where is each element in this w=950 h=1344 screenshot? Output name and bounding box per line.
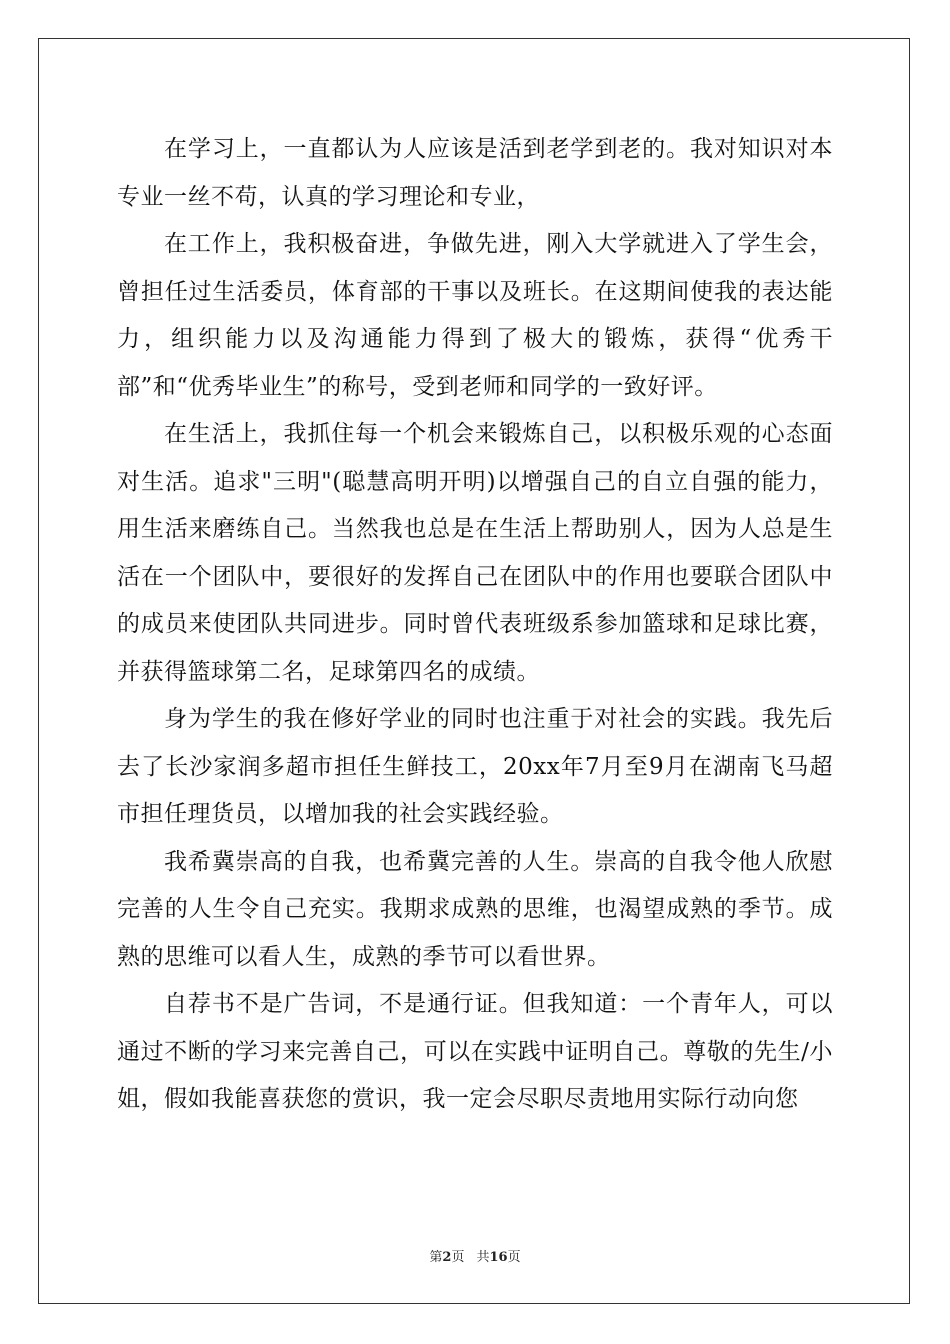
page-suffix: 页 xyxy=(451,1250,465,1265)
paragraph-aspiration: 我希冀崇高的自我，也希冀完善的人生。崇高的自我令他人欣慰完善的人生令自己充实。我期求成熟的思维，也渴望成熟的季节。成熟的思维可以看人生，成熟的季节可以看世界。 xyxy=(117,848,833,970)
total-prefix: 共 xyxy=(476,1250,490,1265)
paragraph-work: 在工作上，我积极奋进，争做先进，刚入大学就进入了学生会，曾担任过生活委员，体育部的干事以及班长。在这期间使我的表达能力，组织能力以及沟通能力得到了极大的锻炼，获得“优秀干部”和“优秀毕业生”的称号，受到老师和同学的一致好评。 xyxy=(117,231,833,400)
total-pages: 16 xyxy=(489,1250,508,1265)
paragraph-closing: 自荐书不是广告词，不是通行证。但我知道：一个青年人，可以通过不断的学习来完善自己，可以在实践中证明自己。尊敬的先生/小姐，假如我能喜获您的赏识，我一定会尽职尽责地用实际行动向您 xyxy=(117,991,833,1112)
paragraph-life: 在生活上，我抓住每一个机会来锻炼自己，以积极乐观的心态面对生活。追求"三明"(聪慧高明开明)以增强自己的自立自强的能力，用生活来磨练自己。当然我也总是在生活上帮助别人，因为人总是生活在一个团队中，要很好的发挥自己在团队中的作用也要联合团队中的成员来使团队共同进步。同时曾代表班级系参加篮球和足球比赛，并获得篮球第二名，足球第四名的成绩。 xyxy=(117,421,833,685)
paragraph-practice: 身为学生的我在修好学业的同时也注重于对社会的实践。我先后去了长沙家润多超市担任生鲜技工，20xx年7月至9月在湖南飞马超市担任理货员，以增加我的社会实践经验。 xyxy=(117,706,833,827)
total-suffix: 页 xyxy=(507,1250,521,1265)
paragraph-study: 在学习上，一直都认为人应该是活到老学到老的。我对知识对本专业一丝不苟，认真的学习理论和专业， xyxy=(117,136,833,210)
page-prefix: 第 xyxy=(429,1250,443,1265)
page-number: 2 xyxy=(442,1250,452,1265)
document-body xyxy=(117,126,833,1124)
page-footer xyxy=(0,1246,950,1265)
